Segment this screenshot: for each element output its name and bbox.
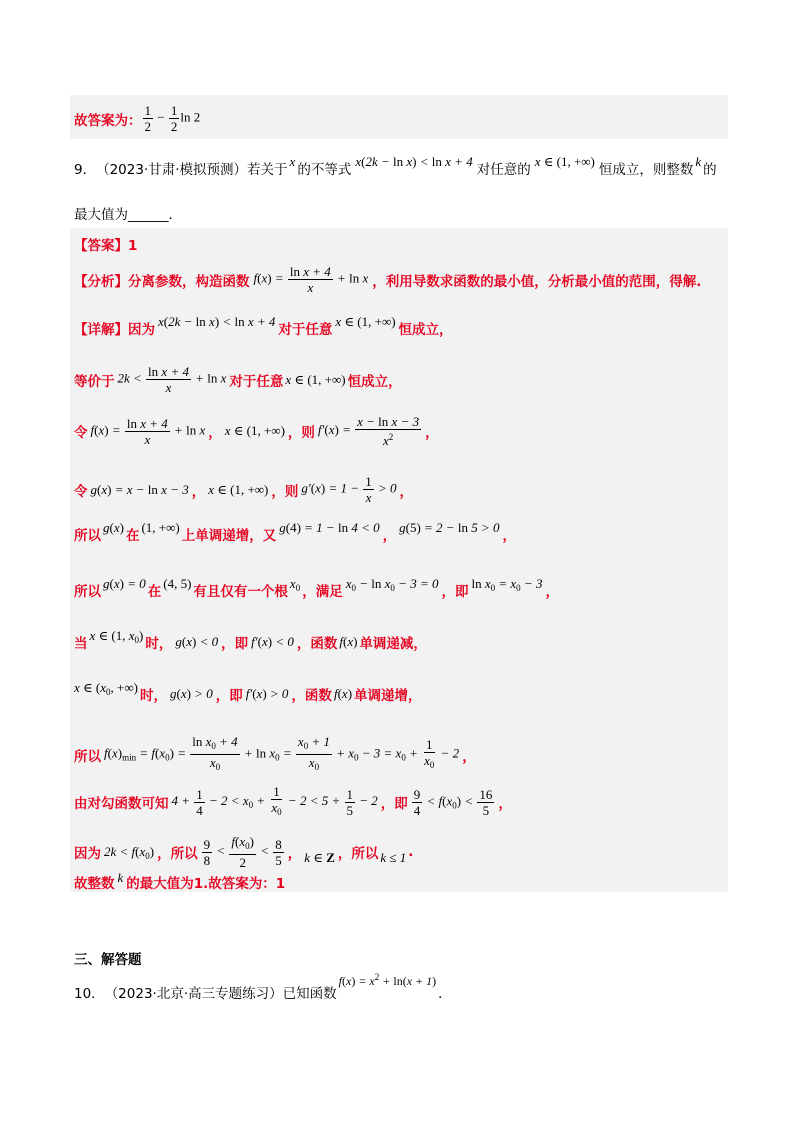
f-min: $f(x)_{min} = f(x_0)$ = $\frac{\ln x_0 + 4}{x_0}$ + $\ln x_0$ = $\frac{x_0 + 1}{x_0}$ + $x_0 - 3 = x_0$ + $\frac{1}{x_0}$ − 2 bbox=[104, 734, 460, 772]
detail-tag: 【详解】 bbox=[74, 322, 128, 338]
detail-text: 等价于 bbox=[74, 373, 115, 390]
detail-text: ，所以 bbox=[337, 846, 379, 862]
detail-text: ，即 bbox=[380, 796, 408, 812]
interval-x0-inf: x ∈ ($x_0$, +∞) bbox=[74, 679, 138, 697]
two-k: $2k < f(x_0)$ bbox=[104, 843, 155, 861]
detail-text: 因为 bbox=[74, 846, 101, 862]
inequality-2: 2k < $\frac{\text{ln x + 4}}{x}$ + ln x bbox=[117, 364, 227, 395]
g-def: g(x) = x − ln x − 3 bbox=[90, 481, 189, 497]
var-k: k bbox=[117, 870, 124, 885]
detail-line11 bbox=[74, 834, 413, 870]
f-bound: $\frac{9}{4}$ < $f(x_0)$ < $\frac{16}{5}$ bbox=[413, 786, 493, 818]
detail-text: ， bbox=[191, 483, 206, 500]
fp-pos: f′(x) > 0 bbox=[245, 686, 289, 701]
f-x: f(x) bbox=[339, 634, 358, 649]
interval: (1, +∞) bbox=[141, 520, 180, 535]
interval-1-x0: x ∈ (1, $x_0$) bbox=[89, 627, 144, 645]
q9-line1 bbox=[74, 154, 717, 178]
detail-text: 对于任意 bbox=[278, 322, 333, 338]
f-def: f(x) = $\frac{\text{ln x + 4}}{x}$ + ln x bbox=[90, 415, 206, 447]
detail-text: 恒成立， bbox=[398, 322, 453, 338]
section-title: 三、解答题 bbox=[74, 952, 142, 968]
domain: x ∈ (1, +∞) bbox=[208, 481, 269, 497]
k-le-1: k ≤ 1 bbox=[380, 850, 407, 865]
domain: x ∈ (1, +∞) bbox=[224, 423, 285, 438]
detail-text: 在 bbox=[147, 584, 162, 600]
detail-text: ，满足 bbox=[302, 584, 343, 600]
detail-text: ， bbox=[425, 425, 439, 441]
section-heading bbox=[74, 948, 142, 968]
q10-end: ． bbox=[438, 986, 452, 1002]
detail-line7 bbox=[74, 627, 427, 652]
g-zero: g(x) = 0 bbox=[103, 576, 146, 591]
detail-line9 bbox=[74, 734, 476, 775]
g-derivative: g′(x) = 1 − $\frac{1}{x}$ > 0 bbox=[301, 474, 397, 505]
analysis-text: ，利用导数求函数的最小值，分析最小值的范围，得解. bbox=[372, 273, 702, 290]
detail-line6 bbox=[74, 575, 559, 600]
q9-domain: x ∈ (1, +∞) bbox=[534, 154, 595, 169]
analysis-line bbox=[74, 264, 701, 295]
detail-text: 的最大值为1.故答案为：1 bbox=[126, 876, 286, 892]
ln-x0: $\ln x_0 = x_0 - 3$ bbox=[471, 575, 543, 593]
detail-text: 单调递减， bbox=[359, 636, 427, 652]
detail-text: ，函数 bbox=[296, 636, 338, 652]
detail-text: ，即 bbox=[215, 688, 243, 704]
detail-text: 上单调递增，又 bbox=[181, 528, 277, 544]
var-x: x bbox=[289, 154, 296, 169]
detail-text: 时， bbox=[139, 688, 167, 704]
domain: x ∈ (1, +∞) bbox=[335, 314, 396, 329]
detail-line10 bbox=[74, 784, 512, 820]
detail-text: ，即 bbox=[441, 584, 469, 600]
detail-text: ， bbox=[399, 483, 414, 500]
detail-line2 bbox=[74, 364, 402, 395]
detail-text: 由对勾函数可知 bbox=[74, 796, 169, 812]
detail-text: 对于任意 bbox=[229, 373, 284, 390]
detail-text: ， bbox=[287, 846, 302, 862]
final-line bbox=[74, 872, 285, 892]
detail-text: 在 bbox=[125, 528, 140, 544]
detail-text: ， bbox=[498, 796, 512, 812]
detail-line3 bbox=[74, 414, 439, 448]
detail-text: 令 bbox=[74, 425, 88, 441]
detail-text: ，即 bbox=[221, 636, 249, 652]
analysis-tag: 【分析】 bbox=[74, 273, 128, 290]
g-pos: g(x) > 0 bbox=[169, 686, 213, 701]
q9-source: （2023·甘肃·模拟预测） bbox=[96, 162, 248, 178]
q10-source: （2023·北京·高三专题练习） bbox=[104, 986, 283, 1002]
g-neg: g(x) < 0 bbox=[175, 634, 219, 649]
q9-number: 9． bbox=[74, 162, 97, 178]
detail-text: 时， bbox=[145, 636, 173, 652]
detail-text: 令 bbox=[74, 483, 88, 500]
f-definition: f(x) = $\frac{\text{ln x + 4}}{x}$ + ln x bbox=[253, 264, 369, 295]
bound-chain: 4 + $\frac{1}{4}$ − $2 < x_0$ + $\frac{1}{x_0}$ − 2 < 5 + $\frac{1}{5}$ − 2 bbox=[171, 784, 378, 818]
detail-text: 所以 bbox=[74, 528, 101, 544]
q9-text: 的不等式 bbox=[297, 162, 352, 178]
q9-text: 若关于 bbox=[247, 162, 288, 178]
detail-text: 故整数 bbox=[74, 876, 115, 892]
x0: $x_0$ bbox=[289, 575, 301, 593]
detail-text: 所以 bbox=[74, 584, 101, 600]
root-eq: $x_0 - \ln x_0 - 3 = 0$ bbox=[345, 575, 439, 593]
answer-text: 【答案】1 bbox=[74, 238, 138, 254]
q9-blank: 最大值为______． bbox=[74, 207, 182, 223]
fp-neg: f′(x) < 0 bbox=[251, 634, 294, 649]
f-x: f(x) bbox=[333, 686, 353, 701]
detail-text: . bbox=[408, 844, 414, 860]
q10-line bbox=[74, 971, 452, 1002]
q9-line2 bbox=[74, 203, 182, 223]
domain: x ∈ (1, +∞) bbox=[285, 371, 346, 387]
g4: g(4) = 1 − ln 4 < 0 bbox=[279, 520, 380, 535]
k-bound: $\frac{9}{8}$ < $\frac{f(x_0)}{2}$ < $\frac{8}{5}$ bbox=[203, 834, 282, 870]
q10-function: $f(x) = x^2 + \ln(x + 1)$ bbox=[338, 971, 437, 988]
q9-text: 对任意的 bbox=[476, 162, 531, 178]
prev-answer-formula: $\frac{1}{2}$ − $\frac{1}{2}$ ln 2 bbox=[144, 103, 201, 134]
interval-45: (4, 5) bbox=[163, 576, 192, 591]
detail-text: ， bbox=[382, 528, 397, 544]
detail-line5 bbox=[74, 520, 516, 544]
prev-answer-line bbox=[74, 103, 200, 134]
detail-line4 bbox=[74, 474, 413, 505]
analysis-text: 分离参数，构造函数 bbox=[128, 273, 250, 290]
detail-line8 bbox=[74, 679, 422, 704]
detail-text: ，所以 bbox=[157, 846, 198, 862]
g-x: g(x) bbox=[103, 520, 124, 535]
detail-text: ， bbox=[502, 528, 516, 544]
detail-text: 单调递增， bbox=[354, 688, 422, 704]
q10-text: 已知函数 bbox=[282, 986, 337, 1002]
detail-text: ， bbox=[545, 584, 559, 600]
f-derivative: f′(x) = $\frac{\text{x − ln x − 3}}{x^2}$ bbox=[317, 414, 420, 448]
detail-text: ，则 bbox=[271, 483, 299, 500]
q9-inequality: x(2k − ln x) < ln x + 4 bbox=[355, 154, 473, 169]
k-in-z: k ∈ Z bbox=[304, 850, 335, 865]
inequality: x(2k − ln x) < ln x + 4 bbox=[158, 314, 276, 329]
detail-text: ，函数 bbox=[291, 688, 332, 704]
q10-number: 10． bbox=[74, 986, 105, 1002]
detail-text: 有且仅有一个根 bbox=[193, 584, 288, 600]
prev-answer-label: 故答案为： bbox=[74, 112, 142, 129]
var-k: k bbox=[695, 154, 702, 169]
detail-text: 当 bbox=[74, 636, 88, 652]
detail-text: ， bbox=[462, 748, 476, 765]
answer-line bbox=[74, 234, 137, 254]
detail-text: 恒成立， bbox=[347, 373, 402, 390]
detail-text: ，则 bbox=[287, 425, 315, 441]
detail-text: ， bbox=[208, 425, 222, 441]
g5: g(5) = 2 − ln 5 > 0 bbox=[399, 520, 500, 535]
detail-text: 所以 bbox=[74, 748, 101, 765]
q9-text: 的 bbox=[703, 162, 717, 178]
q9-text: 恒成立，则整数 bbox=[598, 162, 694, 178]
detail-text: 因为 bbox=[128, 322, 155, 338]
detail-line1 bbox=[74, 314, 453, 338]
